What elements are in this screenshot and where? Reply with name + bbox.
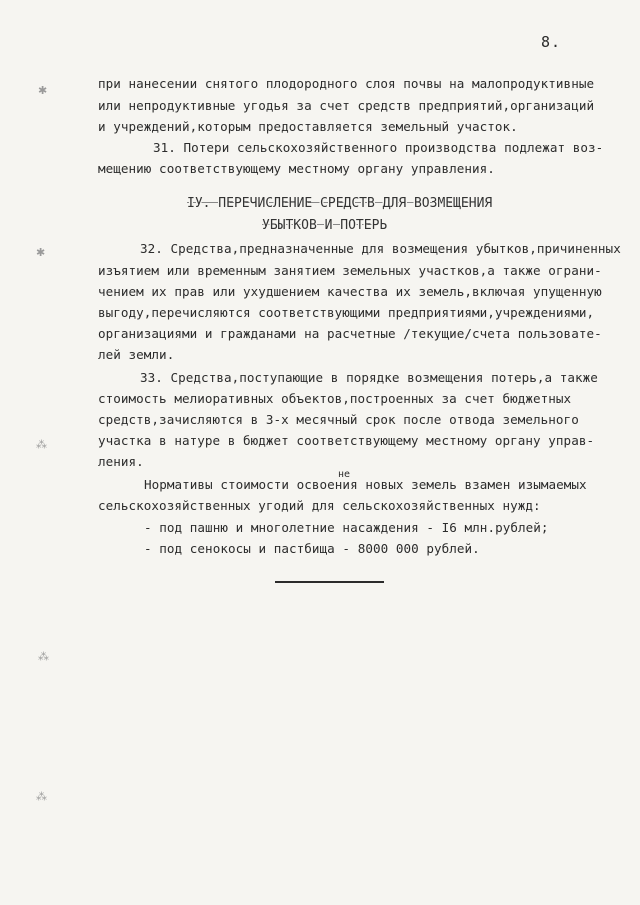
norms-line: Нормативы стоимости освоения новых земель взамен изымаемых <box>144 477 587 492</box>
text-line: при нанесении снятого плодородного слоя почвы на малопродуктивные <box>98 76 595 91</box>
norms-line: сельскохозяйственных угодий для сельскохозяйственных нужд: <box>98 498 541 513</box>
page-number: 8. <box>541 33 562 51</box>
paragraph-32-line: лей земли. <box>98 347 175 362</box>
paragraph-32-line: изъятием или временным занятием земельных участков,а также ограни- <box>98 263 602 278</box>
paragraph-32-line: выгоду,перечисляются соответствующими предприятиями,учреждениями, <box>98 305 595 320</box>
paragraph-33-line: участка в натуре в бюджет соответствующему местному органу управ- <box>98 433 595 448</box>
paragraph-33-line: ления. <box>98 454 144 469</box>
paragraph-32-line: организациями и гражданами на расчетные /текущие/счета пользовате- <box>98 326 602 341</box>
paragraph-31-line: 31. Потери сельскохозяйственного производства подлежат воз- <box>153 140 604 155</box>
scan-mark-icon: ⁂ <box>38 650 49 663</box>
scan-mark-icon: ⁂ <box>36 790 47 803</box>
scan-mark-icon: ✱ <box>38 84 48 97</box>
scan-mark-icon: ⁂ <box>36 438 47 451</box>
paragraph-32-line: чением их прав или ухудшением качества их земель,включая упущенную <box>98 284 602 299</box>
paragraph-31-line: мещению соответствующему местному органу управления. <box>98 161 495 176</box>
handwritten-insert: не <box>338 469 351 480</box>
text-line: или непродуктивные угодья за счет средств предприятий,организаций <box>98 98 595 113</box>
norms-item: - под пашню и многолетние насаждения - I6 млн.рублей; <box>144 520 549 535</box>
section-heading-line-2: УБЫТКОВ И ПОТЕРЬ <box>262 218 388 233</box>
paragraph-33-line: стоимость мелиоративных объектов,построенных за счет бюджетных <box>98 391 572 406</box>
text-line: и учреждений,которым предоставляется земельный участок. <box>98 119 518 134</box>
paragraph-33-line: средств,зачисляются в 3-х месячный срок после отвода земельного <box>98 412 579 427</box>
scan-mark-icon: ✱ <box>36 246 46 259</box>
section-heading-line-1: IУ. ПЕРЕЧИСЛЕНИЕ СРЕДСТВ ДЛЯ ВОЗМЕЩЕНИЯ <box>187 196 493 211</box>
paragraph-33-line: 33. Средства,поступающие в порядке возмещения потерь,а также <box>140 370 598 385</box>
norms-item: - под сенокосы и пастбища - 8000 000 рублей. <box>144 541 480 556</box>
paragraph-32-line: 32. Средства,предназначенные для возмещения убытков,причиненных <box>140 241 621 256</box>
closing-rule <box>275 581 384 583</box>
